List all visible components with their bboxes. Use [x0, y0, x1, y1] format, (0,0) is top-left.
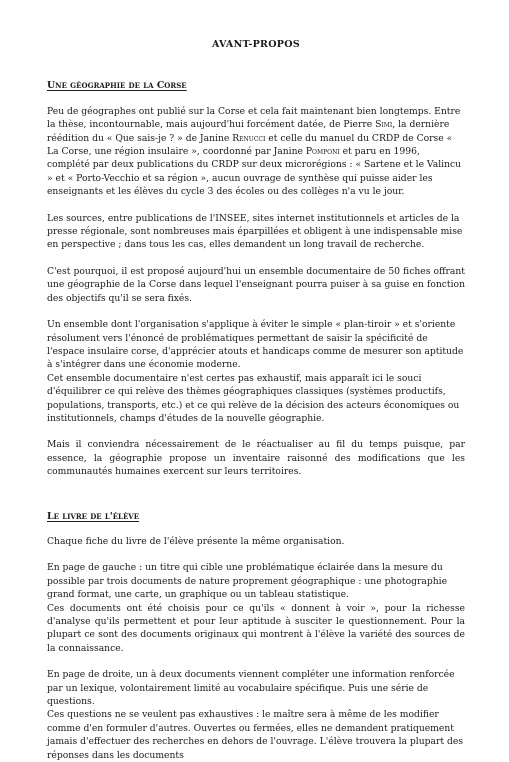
paragraph-ensemble-documentaire: C'est pourquoi, il est proposé aujourd'hui un ensemble documentaire de 50 fiches offrant une géographie de la Corse dans lequel l'enseignant pourra puiser à sa guise en fonction des objectifs qu'il se sera fixés.: [47, 265, 465, 304]
page-title: AVANT-PROPOS: [211, 39, 300, 50]
author-name-simi: Simi: [375, 119, 393, 131]
section-heading-geographie: Une géographie de la Corse: [47, 80, 187, 92]
paragraph-text: , la dernière réédition du « Que sais-je ? » de Janine: [47, 119, 450, 144]
author-name-renucci: Renucci: [232, 132, 266, 144]
author-name-pomponi: Pomponi: [305, 146, 340, 158]
paragraph-questions: Ces questions ne se veulent pas exhaustives : le maître sera à même de les modifier comme d'en formuler d'autres. Ouvertes ou fermées, elles ne demandent pratiquement jamais d'effectuer des recherches en dehors de l'ouvrage. L'élève trouvera la plupart des réponses dans les documents: [47, 709, 464, 761]
paragraph-page-droite: En page de droite, un à deux documents viennent compléter une information renforcée par un lexique, volontairement limité au vocabulaire spécifique. Puis une série de questions.: [47, 669, 455, 708]
paragraph-organisation-fiche: Chaque fiche du livre de l'élève présente la même organisation.: [47, 535, 345, 547]
paragraph-reactualiser: Mais il conviendra nécessairement de le réactualiser au fil du temps puisque, par essence, la géographie propose un inventaire raisonné des modifications que les communautés humaines exercent sur leurs territoires.: [47, 439, 465, 478]
paragraph-sources: Les sources, entre publications de l'INSEE, sites internet institutionnels et articles de la presse régionale, sont nombreuses mais éparpillées et obligent à une indispensable mise en perspective ; dans tous les cas, elles demandent un long travail de recherche.: [47, 212, 463, 251]
paragraph-text: et celle du manuel du CRDP de Corse « La Corse, une région insulaire », coordonné par Janine: [47, 132, 453, 158]
paragraph-text: Peu de géographes ont publié sur la Corse et cela fait maintenant bien longtemps. Entre la thèse, incontournable, mais aujourd'hui forcément datée, de Pierre: [47, 105, 461, 131]
paragraph-text: et paru en 1996, complété par deux publications du CRDP sur deux microrégions : « Sartene et le Valincu » et « Porto-Vecchio et sa région », aucun ouvrage de synthèse qui puisse aider les enseignants et les élèves du cycle 3 des écoles ou des collèges n'a vu le jour.: [47, 146, 462, 198]
paragraph-documents-choisis: Ces documents ont été choisis pour ce qu'ils « donnent à voir », pour la richesse d'analyse qu'ils permettent et pour leur aptitude à susciter le questionnement. Pour la plupart ce sont des documents originaux qui montrent à l'élève la variété des sources de la connaissance.: [47, 602, 465, 654]
paragraph-intro: [47, 105, 465, 199]
paragraph-organisation: Un ensemble dont l'organisation s'applique à éviter le simple « plan-tiroir » et s'oriente résolument vers l'énoncé de problématiques permettant de saisir la spécificité de l'espace insulaire corse, d'apprécier atouts et handicaps comme de mesurer son aptitude à s'intégrer dans une économie moderne.: [47, 319, 464, 371]
section-heading-livre-eleve: Le livre de l'élève: [47, 510, 140, 522]
paragraph-exhaustivite: Cet ensemble documentaire n'est certes pas exhaustif, mais apparaît ici le souci d'équilibrer ce qui relève des thèmes géographiques classiques (systèmes productifs, populations, transports, etc.) et ce qui relève de la décision des acteurs économiques ou institutionnels, champs d'études de la nouvelle géographie.: [47, 372, 460, 424]
paragraph-page-gauche: En page de gauche : un titre qui cible une problématique éclairée dans la mesure du possible par trois documents de nature proprement géographique : une photographie grand format, une carte, un graphique ou un tableau statistique.: [47, 562, 448, 601]
